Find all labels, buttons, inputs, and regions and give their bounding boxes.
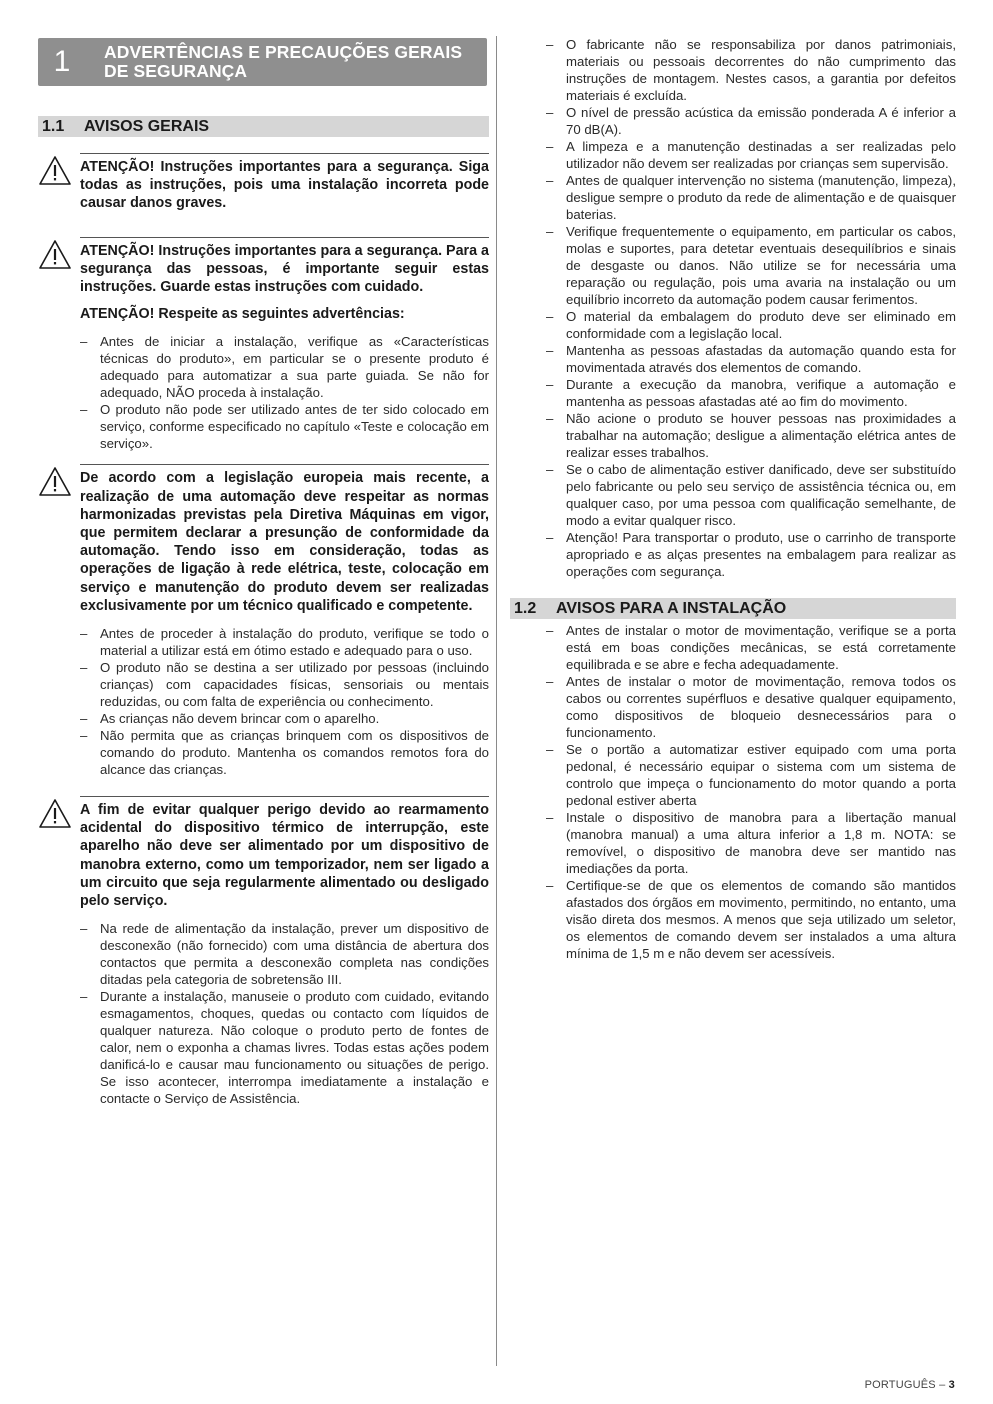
list-item: – Mantenha as pessoas afastadas da automação quando esta for movimentada através dos elementos de comando.	[546, 342, 956, 376]
section-number: 1.1	[42, 117, 65, 135]
warning-triangle-icon	[38, 464, 80, 615]
list-item: – Atenção! Para transportar o produto, use o carrinho de transporte apropriado e as alças presentes na embalagem para realizar as operações com segurança.	[546, 529, 956, 580]
page-number: 3	[948, 1379, 955, 1391]
footer-language: PORTUGUÊS –	[864, 1379, 949, 1391]
chapter-number: 1	[53, 45, 71, 78]
list-item: – Durante a instalação, manuseie o produto com cuidado, evitando esmagamentos, choques, quedas ou contacto com líquidos de qualquer natureza. Não coloque o produto perto de fontes de calor, nem o exponha a chamas livres. Todas estas ações podem danificá-lo e causar mau funcionamento ou situações de perigo. Se isso acontecer, interrompa imediatamente a instalação e contacte o Serviço de Assistência.	[80, 988, 489, 1107]
list-item: – Durante a execução da manobra, verifique a automação e mantenha as pessoas afastadas até ao fim do movimento.	[546, 376, 956, 410]
warning-block-3	[38, 464, 489, 615]
list-item: – O produto não se destina a ser utilizado por pessoas (incluindo crianças) com capacidades físicas, sensoriais ou mentais reduzidas, ou com falta de experiência ou conhecimento.	[80, 659, 489, 710]
list-item: – Antes de qualquer intervenção no sistema (manutenção, limpeza), desligue sempre o produto da rede de alimentação e de quaisquer baterias.	[546, 172, 956, 223]
warning-triangle-icon	[38, 796, 80, 910]
warning-body	[80, 237, 489, 324]
warning-block-4	[38, 796, 489, 910]
warning-subheading: ATENÇÃO! Respeite as seguintes advertências:	[80, 306, 405, 323]
warning-block-1	[38, 153, 489, 213]
list-d	[546, 36, 956, 580]
list-item: – Certifique-se de que os elementos de comando são mantidos afastados dos órgãos em movimento, permitindo, no entanto, uma visão direta dos mesmos. A menos que seja utilizado um seletor, os elementos de comando devem ser instalados a uma altura mínima de 1,5 m e não devem ser acessíveis.	[546, 877, 956, 962]
chapter-title-line1: ADVERTÊNCIAS E PRECAUÇÕES GERAIS	[104, 42, 463, 62]
warning-text: De acordo com a legislação europeia mais recente, a realização de uma automação deve respeitar as normas harmonizadas previstas pela Diretiva Máquinas em vigor, que permitem declarar a presunção de conformidade da automação. Tendo isso em consideração, todas as operações de ligação à rede elétrica, teste, colocação em serviço e manutenção do produto devem ser realizadas exclusivamente por um técnico qualificado e competente.	[80, 470, 489, 614]
list-item: – O material da embalagem do produto deve ser eliminado em conformidade com a legislação local.	[546, 308, 956, 342]
section-heading-1-1	[38, 116, 489, 137]
list-item: – Antes de instalar o motor de movimentação, verifique se a porta está em boas condições mecânicas, se está corretamente equilibrada e se abre e fecha adequadamente.	[546, 622, 956, 673]
warning-body	[80, 464, 489, 615]
section-number: 1.2	[514, 599, 537, 617]
list-item: – Não acione o produto se houver pessoas nas proximidades a trabalhar na automação; desligue a alimentação elétrica antes de realizar esses trabalhos.	[546, 410, 956, 461]
list-item: – As crianças não devem brincar com o aparelho.	[80, 710, 489, 727]
list-item: – Instale o dispositivo de manobra para a libertação manual (manobra manual) a uma altura inferior a 1,8 m. NOTA: se removível, o dispositivo de manobra deve ser mantido nas imediações da porta.	[546, 809, 956, 877]
right-column	[510, 36, 956, 962]
warning-block-2	[38, 237, 489, 324]
warning-body	[80, 796, 489, 910]
list-item: – A limpeza e a manutenção destinadas a ser realizadas pelo utilizador não devem ser realizadas por crianças sem supervisão.	[546, 138, 956, 172]
warning-triangle-icon	[38, 153, 80, 213]
list-c	[80, 920, 489, 1107]
list-item: – Se o portão a automatizar estiver equipado com uma porta pedonal, é necessário equipar o sistema com um sistema de controlo que impeça o funcionamento do motor quando a porta pedonal estiver aberta	[546, 741, 956, 809]
section-heading-1-2	[510, 598, 956, 619]
list-item: – Não permita que as crianças brinquem com os dispositivos de comando do produto. Mantenha os comandos remotos fora do alcance das crianças.	[80, 727, 489, 778]
left-column	[38, 38, 489, 1107]
list-item: – Antes de proceder à instalação do produto, verifique se todo o material a utilizar está em ótimo estado e adequado para o uso.	[80, 625, 489, 659]
warning-body	[80, 153, 489, 213]
chapter-title	[104, 43, 462, 81]
list-item: – Antes de iniciar a instalação, verifique as «Características técnicas do produto», em particular se o presente produto é adequado para automatizar a sua parte guiada. Se não for adequado, NÃO proceda à instalação.	[80, 333, 489, 401]
list-item: – O produto não pode ser utilizado antes de ter sido colocado em serviço, conforme especificado no capítulo «Teste e colocação em serviço».	[80, 401, 489, 452]
list-item: – Verifique frequentemente o equipamento, em particular os cabos, molas e suportes, para detetar eventuais desequilíbrios e sinais de desgaste ou danos. Não utilize se for necessária uma reparação ou regulação, pois uma avaria na instalação ou um equilíbrio incorreto da automação podem causar ferimentos.	[546, 223, 956, 308]
warning-triangle-icon	[38, 237, 80, 324]
section-title: AVISOS PARA A INSTALAÇÃO	[556, 599, 787, 617]
warning-text: A fim de evitar qualquer perigo devido ao rearmamento acidental do dispositivo térmico de interrupção, este aparelho não deve ser alimentado por um dispositivo de manobra externo, como um temporizador, nem ser ligado a um circuito que seja regularmente alimentado ou desligado pelo serviço.	[80, 802, 489, 910]
section-title: AVISOS GERAIS	[84, 117, 210, 135]
list-b	[80, 625, 489, 778]
list-item: – Antes de instalar o motor de movimentação, remova todos os cabos ou correntes supérfluos e desative qualquer equipamento, como dispositivos de bloqueio desnecessários para o funcionamento.	[546, 673, 956, 741]
chapter-header	[38, 38, 487, 86]
chapter-title-line2: DE SEGURANÇA	[104, 61, 248, 81]
warning-text: ATENÇÃO! Instruções importantes para a segurança. Siga todas as instruções, pois uma instalação incorreta pode causar danos graves.	[80, 159, 489, 212]
page-footer	[865, 1379, 955, 1391]
list-item: – O fabricante não se responsabiliza por danos patrimoniais, materiais ou pessoais decorrentes do não cumprimento das instruções de montagem. Nestes casos, a garantia por defeitos materiais é excluída.	[546, 36, 956, 104]
list-e	[546, 622, 956, 962]
list-item: – Na rede de alimentação da instalação, prever um dispositivo de desconexão (não fornecido) com uma distância de abertura dos contactos que permita a desconexão completa nas condições ditadas pela categoria de sobretensão III.	[80, 920, 489, 988]
list-item: – Se o cabo de alimentação estiver danificado, deve ser substituído pelo fabricante ou pelo seu serviço de assistência técnica ou, em qualquer caso, por uma pessoa com qualificação semelhante, de modo a evitar qualquer risco.	[546, 461, 956, 529]
column-divider	[496, 36, 497, 1366]
warning-text: ATENÇÃO! Instruções importantes para a segurança. Para a segurança das pessoas, é importante seguir estas instruções. Guarde estas instruções com cuidado.	[80, 242, 489, 296]
list-a	[80, 333, 489, 452]
list-item: – O nível de pressão acústica da emissão ponderada A é inferior a 70 dB(A).	[546, 104, 956, 138]
